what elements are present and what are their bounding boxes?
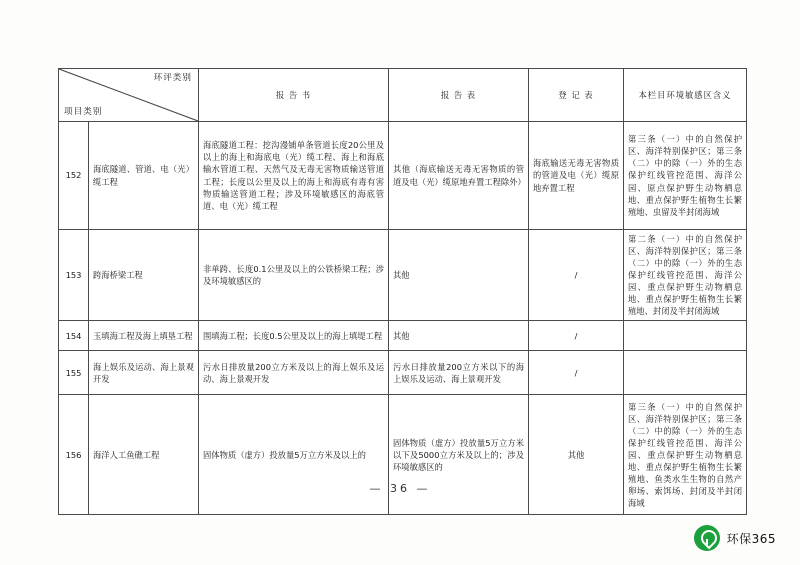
table-row bbox=[59, 395, 747, 515]
header-project-category: 项目类别 bbox=[64, 106, 103, 117]
table-row bbox=[59, 230, 747, 321]
row-project-category: 海上娱乐及运动、海上景观开发 bbox=[89, 351, 199, 395]
header-registration-form: 登 记 表 bbox=[529, 69, 624, 122]
header-report-book: 报 告 书 bbox=[199, 69, 389, 122]
row-number: 155 bbox=[59, 351, 89, 395]
row-number: 156 bbox=[59, 395, 89, 515]
row-registration-form: / bbox=[529, 230, 624, 321]
row-report-book: 非单跨、长度0.1公里及以上的公铁桥梁工程；涉及环境敏感区的 bbox=[199, 230, 389, 321]
row-sensitive-area bbox=[624, 321, 747, 351]
row-report-form: 其他（海底输送无毒无害物质的管道及电（光）缆原地弃置工程除外） bbox=[389, 122, 529, 230]
row-report-book: 围填海工程；长度0.5公里及以上的海上填堤工程 bbox=[199, 321, 389, 351]
leaf-icon bbox=[694, 525, 720, 551]
header-sensitive-area: 本栏目环境敏感区含义 bbox=[624, 69, 747, 122]
row-project-category: 海底隧道、管道、电（光）缆工程 bbox=[89, 122, 199, 230]
header-report-form: 报 告 表 bbox=[389, 69, 529, 122]
page-number: — 36 — bbox=[369, 482, 431, 495]
row-sensitive-area: 第三条（一）中的自然保护区、海洋特别保护区；第三条（二）中的除（一）外的生态保护红线管控范围、海洋公园、重点保护野生动物栖息地、重点保护野生植物生长繁殖地、鱼类水生生物的自然产卵场、索饵场、封闭及半封闭海域 bbox=[624, 395, 747, 515]
row-report-book: 污水日排放量200立方米及以上的海上娱乐及运动、海上景观开发 bbox=[199, 351, 389, 395]
row-project-category: 海洋人工鱼礁工程 bbox=[89, 395, 199, 515]
table-row bbox=[59, 321, 747, 351]
header-diagonal-cell bbox=[59, 69, 199, 122]
row-registration-form: 其他 bbox=[529, 395, 624, 515]
row-number: 152 bbox=[59, 122, 89, 230]
table-row bbox=[59, 122, 747, 230]
row-registration-form: / bbox=[529, 321, 624, 351]
row-report-form: 固体物质（虚方）投放量5万立方米以下及5000立方米及以上的；涉及环境敏感区的 bbox=[389, 395, 529, 515]
category-table-container bbox=[58, 68, 746, 515]
row-project-category: 玉填海工程及海上填垦工程 bbox=[89, 321, 199, 351]
category-table bbox=[58, 68, 747, 515]
header-eia-category: 环评类别 bbox=[153, 73, 192, 83]
table-row bbox=[59, 351, 747, 395]
row-report-form: 其他 bbox=[389, 321, 529, 351]
row-report-book: 固体物质（虚方）投放量5万立方米及以上的 bbox=[199, 395, 389, 515]
row-sensitive-area: 第二条（一）中的自然保护区、海洋特别保护区；第三条（二）中的除（一）外的生态保护红线管控范围、海洋公园、重点保护野生动物栖息地、重点保护野生植物生长繁殖地、封闭及半封闭海域 bbox=[624, 230, 747, 321]
row-project-category: 跨海桥梁工程 bbox=[89, 230, 199, 321]
footer-brand bbox=[694, 525, 776, 551]
row-registration-form: / bbox=[529, 351, 624, 395]
row-sensitive-area bbox=[624, 351, 747, 395]
row-report-form: 污水日排放量200立方米以下的海上娱乐及运动、海上景观开发 bbox=[389, 351, 529, 395]
row-sensitive-area: 第三条（一）中的自然保护区、海洋特别保护区；第三条（二）中的除（一）外的生态保护红线管控范围、海洋公园、原点保护野生动物栖息地、重点保护野生植物生长繁殖地、虫留及半封闭海域 bbox=[624, 122, 747, 230]
row-registration-form: 海底输送无毒无害物质的管道及电（光）缆原地弃置工程 bbox=[529, 122, 624, 230]
brand-name: 环保365 bbox=[726, 531, 776, 546]
row-report-book: 海底隧道工程：挖沟漫铺单条管道长度20公里及以上的海上和海底电（光）缆工程、海上和海底输水管道工程、天然气及无毒无害物质输送管道工程；长度以公里及以上的海上和海底有毒有害物质输送管道工程；涉及环境敏感区的海底管道、电（光）缆工程 bbox=[199, 122, 389, 230]
row-report-form: 其他 bbox=[389, 230, 529, 321]
row-number: 154 bbox=[59, 321, 89, 351]
row-number: 153 bbox=[59, 230, 89, 321]
table-header-row bbox=[59, 69, 747, 122]
